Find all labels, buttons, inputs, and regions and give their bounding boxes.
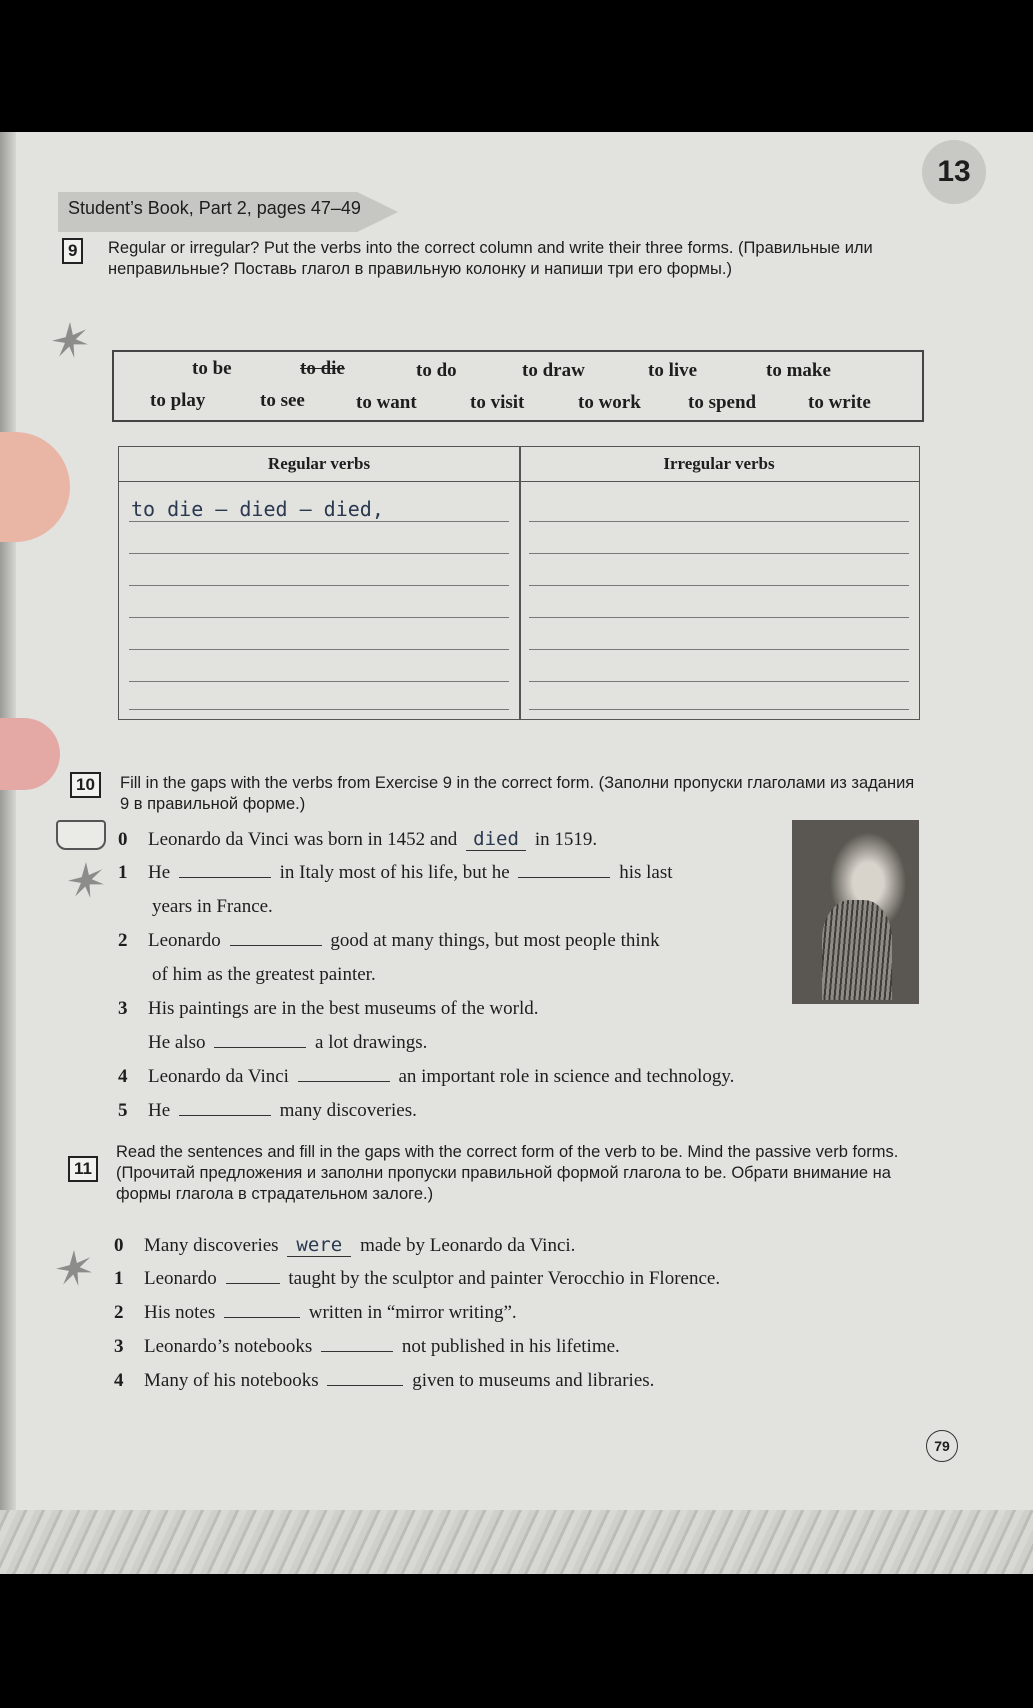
ex10-sentence-2-cont: of him as the greatest painter. (152, 964, 376, 985)
ex11-sentence-4: 4 Many of his notebooks given to museums and libraries. (114, 1370, 655, 1391)
leonardo-portrait-image (792, 820, 919, 1004)
ex11-sentence-0: 0 Many discoveries were made by Leonardo da Vinci. (114, 1234, 576, 1256)
answer-line[interactable] (529, 649, 909, 650)
answer-line[interactable] (129, 649, 509, 650)
star-icon (52, 322, 88, 358)
verb-word: to want (356, 392, 417, 413)
ex10-gap[interactable] (518, 863, 610, 878)
page-spine (0, 132, 16, 1574)
finger-image (0, 432, 70, 542)
answer-line[interactable] (529, 585, 909, 586)
ex10-sentence-5: 5 He many discoveries. (118, 1100, 417, 1121)
verb-word: to draw (522, 360, 585, 381)
book-icon (56, 820, 106, 850)
answer-line[interactable] (129, 681, 509, 682)
verb-word: to write (808, 392, 871, 413)
exercise-9-instruction-ru: (Правильные или неправильные? Поставь глагол в правильную колонку и напиши три его формы.) (108, 239, 873, 278)
verb-word: to do (416, 360, 457, 381)
exercise-10-number: 10 (70, 772, 101, 798)
ex10-sentence-1: 1 He in Italy most of his life, but he his last (118, 862, 673, 883)
verb-word: to work (578, 392, 641, 413)
exercise-11-instruction: Read the sentences and fill in the gaps with the correct form of the verb to be. Mind the passive verb forms. (Прочитай предложения и заполни пропуски правильной формой глагола to be. Обрати внимание на формы глагола в страдательном залоге.) (116, 1143, 899, 1203)
exercise-10-instruction: Fill in the gaps with the verbs from Exercise 9 in the correct form. (Заполни пропуски глаголами из задания 9 в правильной форме.) (120, 774, 915, 813)
finger-image (0, 718, 60, 790)
ex10-sentence-1-cont: years in France. (152, 896, 273, 917)
answer-line[interactable] (529, 521, 909, 522)
exercise-9-instruction-en: Regular or irregular? Put the verbs into the correct column and write their three forms. (108, 239, 734, 257)
verb-word: to make (766, 360, 831, 381)
page-number-badge: 79 (926, 1430, 958, 1462)
ex11-gap[interactable] (226, 1269, 280, 1284)
ex11-answer-0[interactable]: were (287, 1234, 351, 1257)
verb-word: to spend (688, 392, 757, 413)
answer-line[interactable] (529, 681, 909, 682)
ex10-answer-0[interactable]: died (466, 828, 526, 851)
ex10-gap[interactable] (214, 1033, 306, 1048)
verb-word: to live (648, 360, 698, 381)
workbook-page (0, 132, 1033, 1574)
ex11-gap[interactable] (327, 1371, 403, 1386)
ex10-sentence-4: 4 Leonardo da Vinci an important role in science and technology. (118, 1066, 735, 1087)
ex10-sentence-3-cont: He also a lot drawings. (148, 1032, 428, 1053)
answer-line[interactable] (129, 521, 509, 522)
ex10-sentence-2: 2 Leonardo good at many things, but most people think (118, 930, 660, 951)
ex11-sentence-2: 2 His notes written in “mirror writing”. (114, 1302, 517, 1323)
ex11-sentence-3: 3 Leonardo’s notebooks not published in his lifetime. (114, 1336, 620, 1357)
star-icon (68, 862, 104, 898)
answer-line[interactable] (129, 553, 509, 554)
header-banner-text: Student’s Book, Part 2, pages 47–49 (68, 198, 361, 218)
ex10-gap[interactable] (298, 1067, 390, 1082)
exercise-11-number: 11 (68, 1156, 98, 1182)
verb-word: to be (192, 358, 232, 379)
verb-word-crossed: to die (300, 358, 345, 379)
answer-line[interactable] (129, 709, 509, 710)
background-surface (0, 1510, 1033, 1574)
answer-line[interactable] (129, 617, 509, 618)
irregular-verbs-header: Irregular verbs (663, 454, 775, 473)
ex10-gap[interactable] (179, 863, 271, 878)
handwritten-answer[interactable]: to die – died – died, (131, 497, 384, 521)
exercise-9-number: 9 (62, 238, 83, 264)
column-divider (519, 447, 521, 719)
answer-line[interactable] (129, 585, 509, 586)
ex11-gap[interactable] (224, 1303, 300, 1318)
star-icon (56, 1250, 92, 1286)
ex10-sentence-3: 3 His paintings are in the best museums of the world. (118, 998, 539, 1019)
ex11-sentence-1: 1 Leonardo taught by the sculptor and painter Verocchio in Florence. (114, 1268, 721, 1289)
corner-page-number: 13 (922, 140, 986, 204)
answer-line[interactable] (529, 709, 909, 710)
ex11-gap[interactable] (321, 1337, 393, 1352)
ex10-gap[interactable] (179, 1101, 271, 1116)
verb-word: to visit (470, 392, 525, 413)
verbs-table (118, 446, 920, 720)
exercise-9-instruction (108, 238, 920, 280)
answer-line[interactable] (529, 553, 909, 554)
verb-word: to play (150, 390, 206, 411)
verb-word-box (112, 350, 924, 422)
answer-line[interactable] (529, 617, 909, 618)
ex10-gap[interactable] (230, 931, 322, 946)
regular-verbs-header: Regular verbs (267, 454, 371, 473)
verb-word: to see (260, 390, 305, 411)
ex10-sentence-0: 0 Leonardo da Vinci was born in 1452 and died in 1519. (118, 828, 598, 850)
